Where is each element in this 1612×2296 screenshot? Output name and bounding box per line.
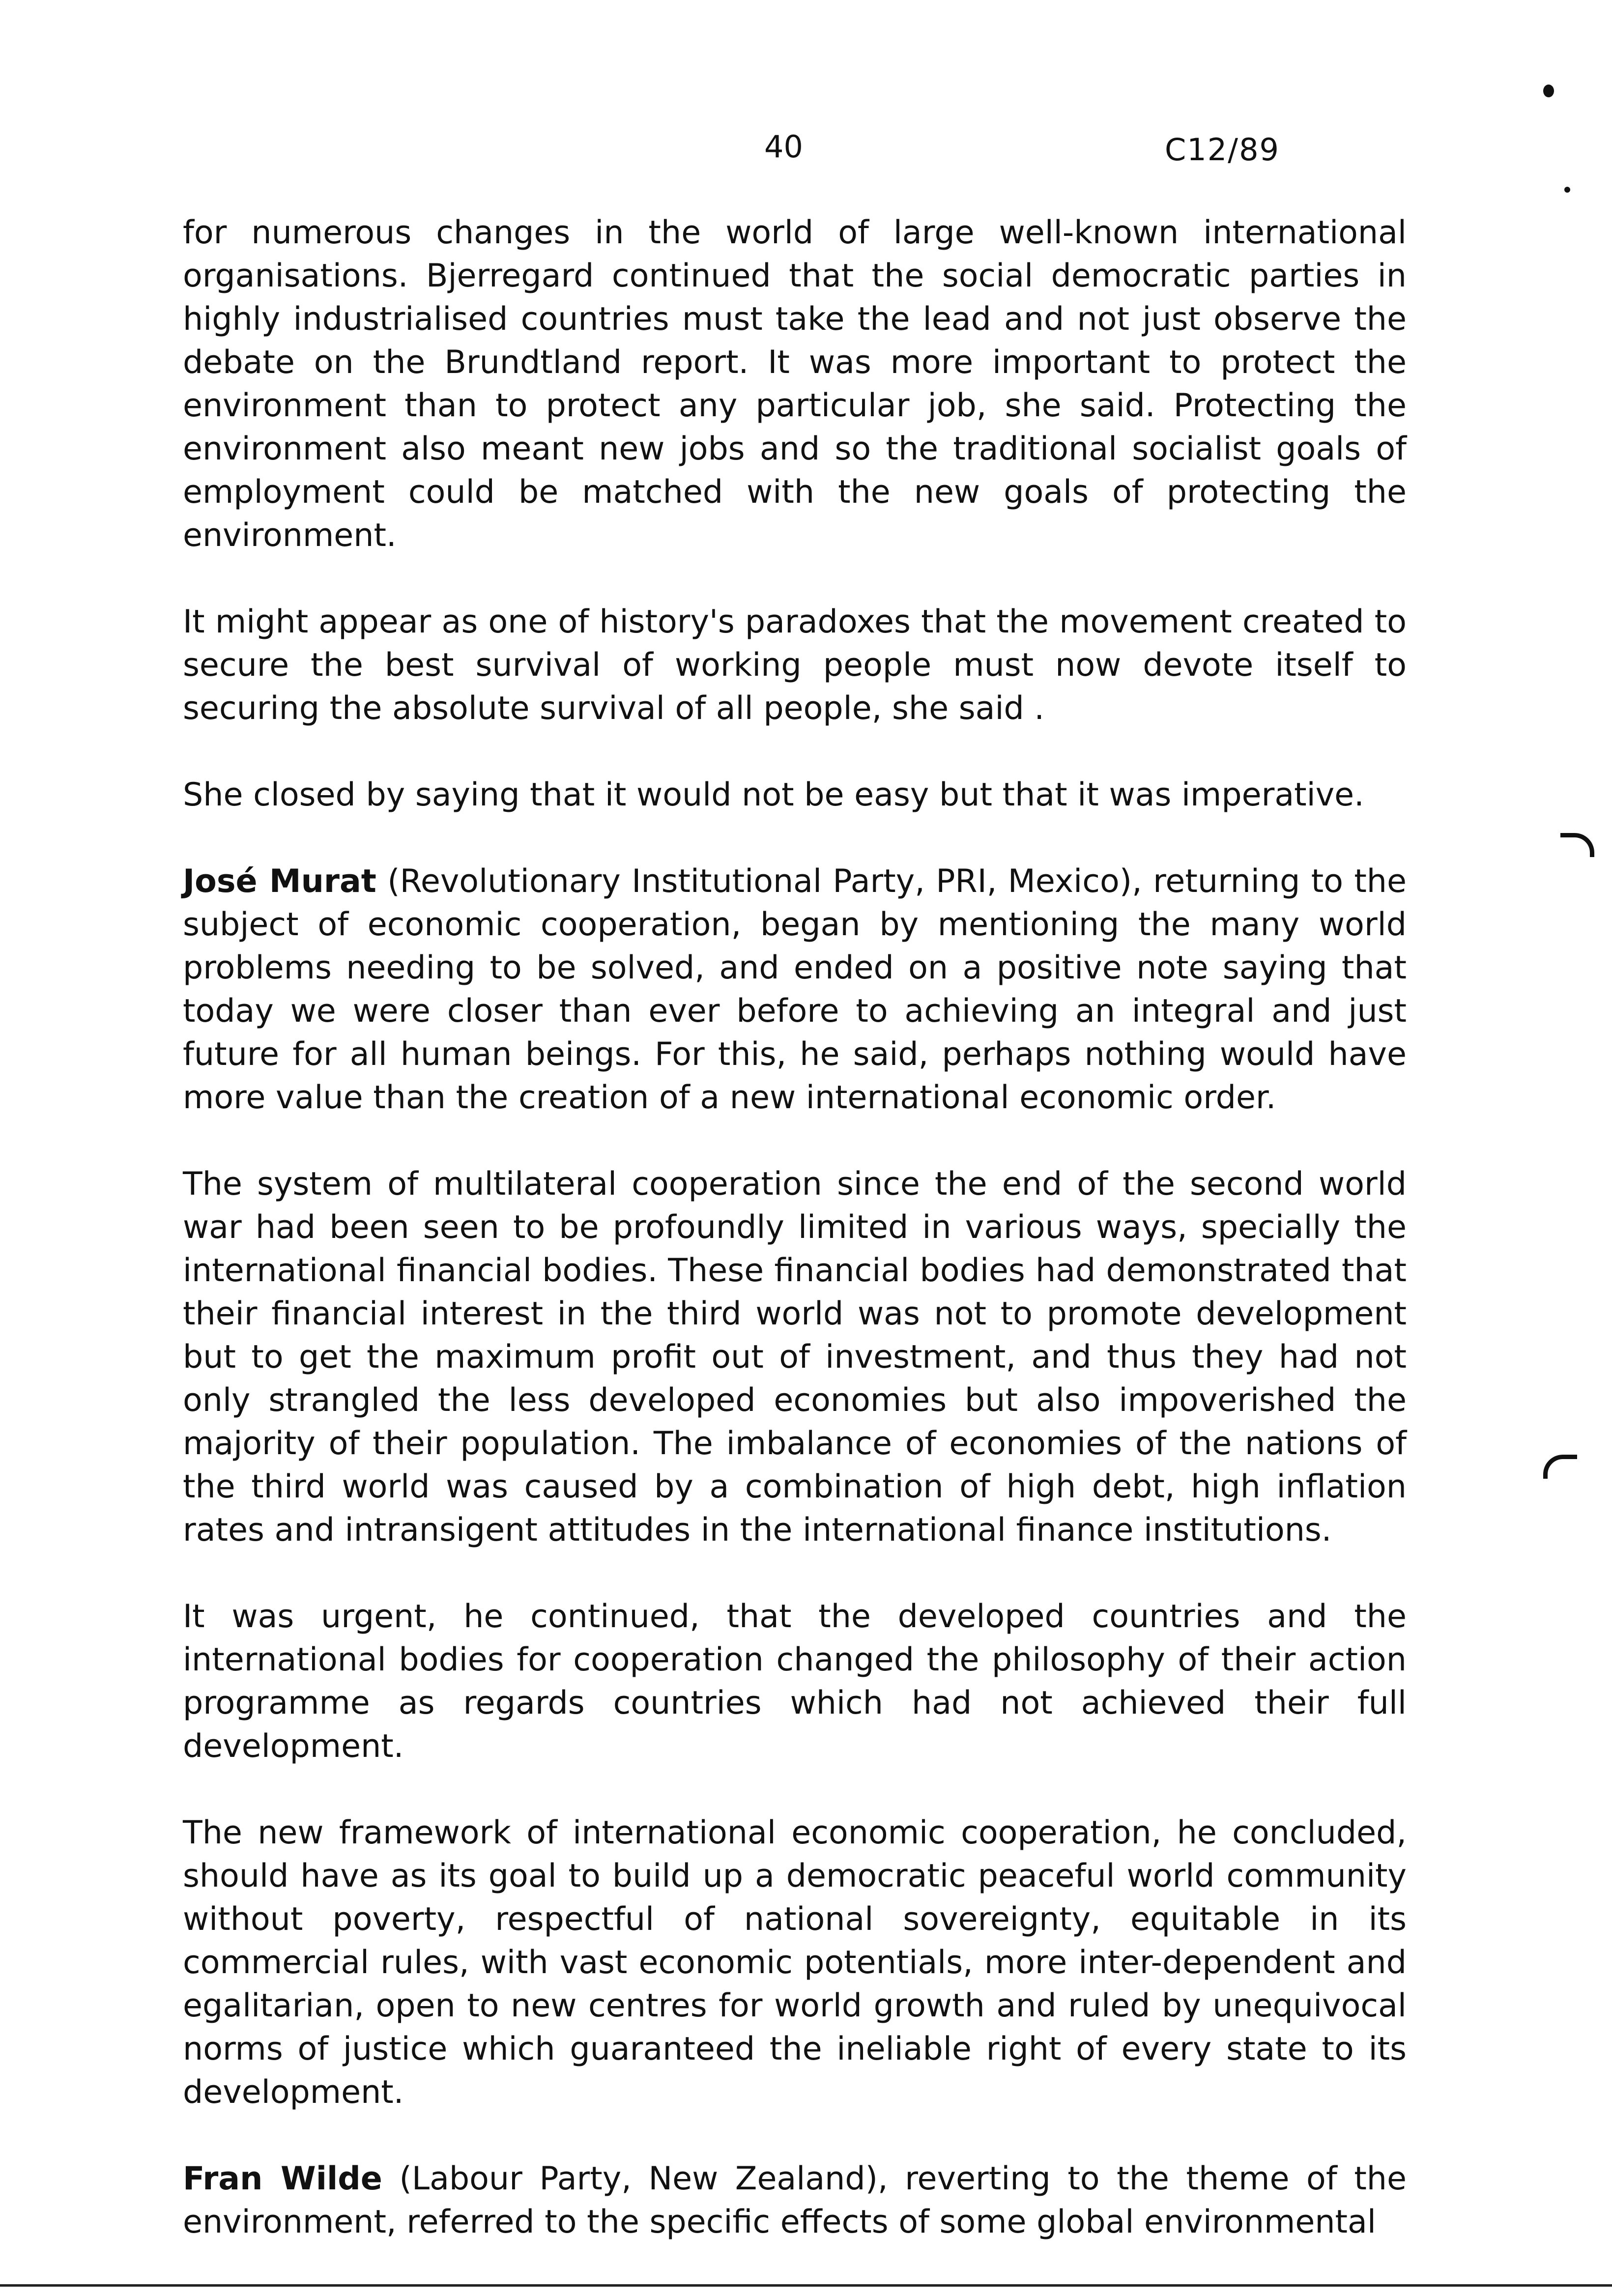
punch-dot-large — [1543, 85, 1554, 97]
document-reference: C12/89 — [1165, 132, 1280, 168]
paragraph-text: for numerous changes in the world of large well-known international organisations. Bjerregard continued that the social democratic parties in highly industrialised countries must take the lead and not just observe the debate on the Brundtland report. It was more important to protect the environment than to protect any particular job, she said. Protecting the environment also meant new jobs and so the traditional socialist goals of employment could be matched with the new goals of protecting the environment. — [183, 214, 1407, 554]
speaker-name: José Murat — [183, 863, 376, 900]
paragraph — [183, 1163, 1407, 1552]
paragraph-text: (Labour Party, New Zealand), reverting to the theme of the environment, referred to the specific effects of some global environmental — [183, 2160, 1407, 2240]
paragraph — [183, 1595, 1407, 1768]
speaker-name: Fran Wilde — [183, 2160, 382, 2197]
paragraph — [183, 1811, 1407, 2114]
paragraph — [183, 211, 1407, 557]
paragraph — [183, 601, 1407, 730]
paragraph-text: She closed by saying that it would not be easy but that it was imperative. — [183, 776, 1364, 813]
paragraph — [183, 860, 1407, 1119]
paragraph — [183, 774, 1407, 817]
document-body — [183, 211, 1407, 2244]
crop-mark-upper — [1560, 833, 1594, 857]
crop-mark-lower — [1543, 1455, 1577, 1479]
page-number: 40 — [764, 129, 803, 165]
punch-dot-small — [1564, 187, 1570, 193]
paragraph-text: It was urgent, he continued, that the developed countries and the international bodies for cooperation changed the philosophy of their action programme as regards countries which had not achieved their full development. — [183, 1598, 1407, 1765]
page-bottom-rule — [0, 2284, 1612, 2287]
paragraph-text: (Revolutionary Institutional Party, PRI, Mexico), returning to the subject of economic cooperation, began by mentioning the many world problems needing to be solved, and ended on a positive note saying that today we were closer than ever before to achieving an integral and just future for all human beings. For this, he said, perhaps nothing would have more value than the creation of a new international economic order. — [183, 863, 1407, 1116]
paragraph-text: The new framework of international economic cooperation, he concluded, should have as its goal to build up a democratic peaceful world community without poverty, respectful of national sovereignty, equitable in its commercial rules, with vast economic potentials, more inter-dependent and egalitarian, open to new centres for world growth and ruled by unequivocal norms of justice which guaranteed the ineliable right of every state to its development. — [183, 1814, 1407, 2111]
paragraph-text: It might appear as one of history's paradoxes that the movement created to secure the best survival of working people must now devote itself to securing the absolute survival of all people, she said . — [183, 603, 1407, 727]
paragraph — [183, 2157, 1407, 2244]
paragraph-text: The system of multilateral cooperation since the end of the second world war had been seen to be profoundly limited in various ways, specially the international financial bodies. These financial bodies had demonstrated that their financial interest in the third world was not to promote development but to get the maximum profit out of investment, and thus they had not only strangled the less developed economies but also impoverished the majority of their population. The imbalance of economies of the nations of the third world was caused by a combination of high debt, high inflation rates and intransigent attitudes in the international finance institutions. — [183, 1166, 1407, 1549]
